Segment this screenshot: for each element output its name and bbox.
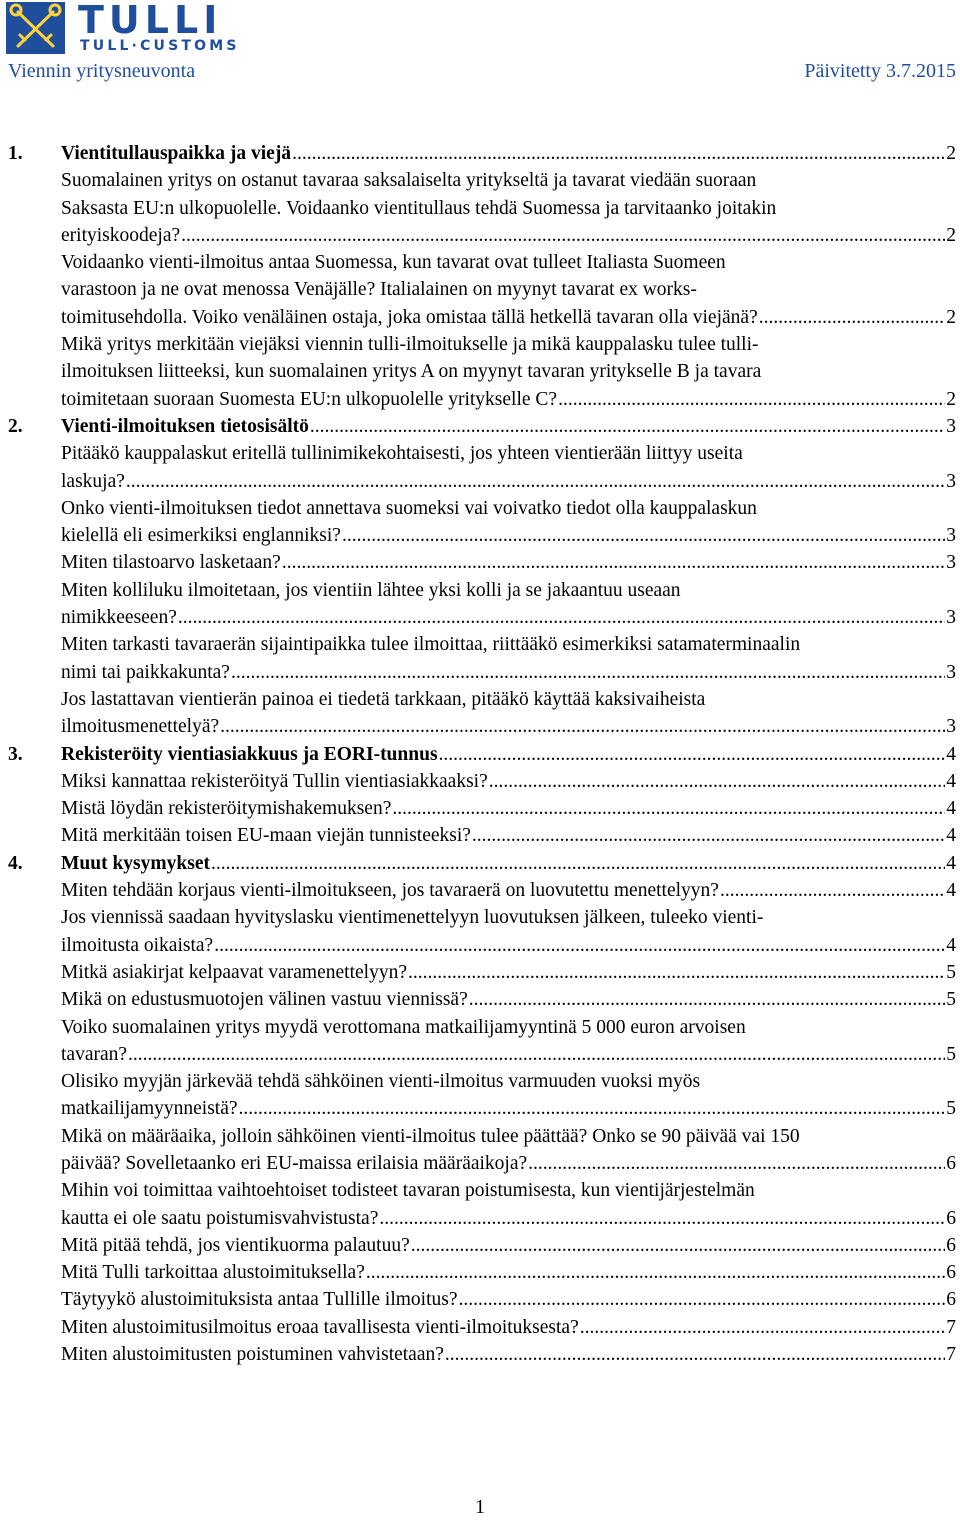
toc-leader-dots [211, 850, 945, 877]
toc-page-number: 3 [946, 470, 956, 492]
page-header [6, 2, 956, 88]
toc-page-number: 6 [946, 1262, 956, 1284]
toc-page-number: 6 [946, 1234, 956, 1256]
toc-page-number: 5 [946, 1043, 956, 1065]
toc-leader-dots [292, 140, 945, 167]
toc-leader-dots [342, 522, 945, 549]
toc-entry-text: Miten tilastoarvo lasketaan? [61, 552, 281, 574]
toc-entry-text: Miten kolliluku ilmoitetaan, jos vientiin lähtee yksi kolli ja se jakaantuu useaan [61, 579, 681, 601]
toc-leader-dots [178, 604, 945, 631]
toc-entry-text: tavaran? [61, 1043, 128, 1065]
toc-entry-text: ilmoitusmenettelyä? [61, 716, 220, 738]
toc-entry[interactable] [8, 959, 956, 986]
toc-entry-text: Miksi kannattaa rekisteröityä Tullin vientiasiakkaaksi? [61, 770, 488, 792]
toc-leader-dots [720, 877, 945, 904]
toc-entry-text: Miten alustoimitusilmoitus eroaa tavallisesta vienti-ilmoituksesta? [61, 1316, 579, 1338]
toc-leader-dots [231, 659, 945, 686]
toc-entry-text: ilmoitusta oikaista? [61, 934, 214, 956]
toc-entry[interactable] [8, 249, 956, 331]
toc-page-number: 3 [946, 607, 956, 629]
toc-entry[interactable] [8, 822, 956, 849]
toc-entry-text: laskuja? [61, 470, 125, 492]
toc-entry-text: Täytyykö alustoimituksista antaa Tullille ilmoitus? [61, 1289, 458, 1311]
toc-entry-text: Mitä Tulli tarkoittaa alustoimituksella? [61, 1262, 365, 1284]
toc-entry-text: Miten tarkasti tavaraerän sijaintipaikka tulee ilmoittaa, riittääkö esimerkiksi satamaterminaalin [61, 634, 801, 656]
toc-entry-text: kautta ei ole saatu poistumisvahvistusta? [61, 1207, 379, 1229]
toc-entry-text: Olisiko myyjän järkevää tehdä sähköinen vienti-ilmoitus varmuuden vuoksi myös [61, 1071, 701, 1093]
crossed-keys-icon [6, 2, 65, 54]
tulli-emblem [6, 2, 65, 54]
toc-entry-text: matkailijamyynneistä? [61, 1098, 238, 1120]
toc-leader-dots [282, 549, 945, 576]
toc-leader-dots [408, 959, 945, 986]
toc-page-number: 2 [946, 143, 956, 164]
toc-entry-text: Mitä merkitään toisen EU-maan viejän tunnisteeksi? [61, 825, 471, 847]
toc-page-number: 7 [946, 1316, 956, 1338]
toc-entry-text: Mihin voi toimittaa vaihtoehtoiset todisteet tavaran poistumisesta, kun vientijärjestelmän [61, 1180, 755, 1202]
toc-page-number: 3 [946, 552, 956, 574]
toc-leader-dots [445, 1341, 945, 1368]
toc-leader-dots [439, 741, 946, 768]
toc-entry-text: ilmoituksen liitteeksi, kun suomalainen yritys A on myynyt tavaran yritykselle B ja tavara [61, 361, 762, 383]
toc-entry[interactable] [8, 1341, 956, 1368]
toc-entry-text: Voiko suomalainen yritys myydä verottomana matkailijamyyntinä 5 000 euron arvoisen [61, 1016, 746, 1038]
toc-entry[interactable] [8, 795, 956, 822]
toc-entry-text: Suomalainen yritys on ostanut tavaraa saksalaiselta yritykseltä ja tavarat viedään suoraan [61, 170, 757, 192]
toc-entry-text: Vientitullauspaikka ja viejä [61, 143, 292, 164]
toc-leader-dots [126, 468, 945, 495]
toc-entry[interactable] [8, 1259, 956, 1286]
header-section-title: Viennin yritysneuvonta [8, 60, 196, 82]
toc-section-entry[interactable] [8, 850, 956, 877]
toc-section-number: 3. [8, 743, 23, 765]
logo-subtitle: TULL·CUSTOMS [80, 38, 240, 54]
toc-entry[interactable] [8, 1014, 956, 1069]
toc-entry-text: Mitä pitää tehdä, jos vientikuorma palautuu? [61, 1234, 410, 1256]
toc-leader-dots [239, 1095, 946, 1122]
toc-page-number: 6 [946, 1289, 956, 1311]
toc-leader-dots [580, 1314, 946, 1341]
toc-entry-text: päivää? Sovelletaanko eri EU-maissa erilaisia määräaikoja? [61, 1152, 528, 1174]
toc-page-number: 4 [946, 852, 956, 874]
toc-entry-text: Vienti-ilmoituksen tietosisältö [61, 415, 309, 437]
toc-entry-text: Mistä löydän rekisteröitymishakemuksen? [61, 798, 392, 820]
toc-entry-text: toimitetaan suoraan Suomesta EU:n ulkopuolelle yritykselle C? [61, 388, 558, 410]
toc-entry[interactable] [8, 686, 956, 741]
toc-page-number: 3 [946, 716, 956, 738]
toc-page-number: 3 [946, 661, 956, 683]
toc-section-entry[interactable] [8, 741, 956, 768]
toc-leader-dots [458, 1286, 945, 1313]
toc-entry-text: varastoon ja ne ovat menossa Venäjälle? Italialainen on myynyt tavarat ex works- [61, 279, 697, 301]
toc-leader-dots [472, 822, 945, 849]
toc-leader-dots [528, 1150, 945, 1177]
toc-page-number: 5 [946, 1098, 956, 1120]
toc-entry-text: Mikä on määräaika, jolloin sähköinen vienti-ilmoitus tulee päättää? Onko se 90 päivää vai 150 [61, 1125, 800, 1147]
toc-entry[interactable] [8, 1068, 956, 1123]
toc-page-number: 6 [946, 1207, 956, 1229]
toc-page-number: 4 [946, 798, 956, 820]
toc-leader-dots [489, 768, 945, 795]
toc-page-number: 4 [946, 934, 956, 956]
toc-page-number: 4 [946, 825, 956, 847]
logo-wordmark: TULLI [78, 0, 223, 42]
toc-leader-dots [411, 1232, 946, 1259]
toc-entry-text: Jos lastattavan vientierän painoa ei tiedetä tarkkaan, pitääkö käyttää kaksivaiheista [61, 688, 706, 710]
toc-entry[interactable] [8, 440, 956, 495]
toc-page-number: 5 [946, 989, 956, 1011]
toc-leader-dots [558, 386, 945, 413]
toc-leader-dots [128, 1041, 945, 1068]
toc-page-number: 2 [946, 224, 956, 246]
toc-page-number: 5 [946, 961, 956, 983]
toc-leader-dots [214, 932, 945, 959]
toc-entry-text: toimitusehdolla. Voiko venäläinen ostaja, joka omistaa tällä hetkellä tavaran olla viejänä? [61, 306, 758, 328]
toc-section-number: 2. [8, 415, 23, 437]
toc-entry-text: kielellä eli esimerkiksi englanniksi? [61, 525, 341, 547]
toc-leader-dots [392, 795, 945, 822]
toc-entry[interactable] [8, 631, 956, 686]
toc-page-number: 7 [946, 1344, 956, 1366]
toc-entry-text: Voidaanko vienti-ilmoitus antaa Suomessa, kun tavarat ovat tulleet Italiasta Suomeen [61, 252, 726, 274]
toc-entry[interactable] [8, 768, 956, 795]
toc-entry-text: nimikkeeseen? [61, 607, 177, 629]
toc-entry-text: Mikä yritys merkitään viejäksi viennin tulli-ilmoitukselle ja mikä kauppalasku tulee tulli- [61, 334, 759, 356]
toc-section-entry[interactable] [8, 413, 956, 440]
toc-entry-text: Mitkä asiakirjat kelpaavat varamenettelyyn? [61, 961, 407, 983]
toc-page-number: 4 [946, 880, 956, 902]
toc-leader-dots [181, 222, 945, 249]
toc-entry-text: erityiskoodeja? [61, 224, 181, 246]
toc-entry-text: Pitääkö kauppalaskut eritellä tullinimikekohtaisesti, jos yhteen vientierään liittyy useita [61, 443, 743, 465]
toc-page-number: 6 [946, 1152, 956, 1174]
toc-section-number: 1. [8, 143, 23, 164]
toc-entry-text: Jos viennissä saadaan hyvityslasku vientimenettelyyn luovutuksen jälkeen, tuleeko vienti- [61, 907, 764, 929]
toc-section-number: 4. [8, 852, 23, 874]
toc-leader-dots [469, 986, 946, 1013]
toc-entry[interactable] [8, 877, 956, 904]
toc-page-number: 2 [946, 306, 956, 328]
toc-entry[interactable] [8, 331, 956, 413]
toc-entry[interactable] [8, 986, 956, 1013]
toc-entry[interactable] [8, 1286, 956, 1313]
toc-entry[interactable] [8, 1123, 956, 1178]
toc-page-number: 3 [946, 415, 956, 437]
header-updated-date: Päivitetty 3.7.2015 [804, 60, 956, 82]
toc-leader-dots [220, 713, 945, 740]
toc-entry-text: Muut kysymykset [61, 852, 210, 874]
toc-page-number: 2 [946, 388, 956, 410]
toc-entry[interactable] [8, 904, 956, 959]
toc-entry[interactable] [8, 167, 956, 249]
toc-entry-text: Rekisteröity vientiasiakkuus ja EORI-tunnus [61, 743, 438, 765]
toc-leader-dots [759, 304, 946, 331]
toc-entry[interactable] [8, 495, 956, 550]
toc-entry-text: Miten tehdään korjaus vienti-ilmoitukseen, jos tavaraerä on luovutettu menettelyyn? [61, 880, 719, 902]
table-of-contents [8, 140, 956, 1368]
toc-entry[interactable] [8, 549, 956, 576]
toc-entry[interactable] [8, 1232, 956, 1259]
toc-leader-dots [379, 1205, 945, 1232]
toc-entry[interactable] [8, 1314, 956, 1341]
toc-entry[interactable] [8, 577, 956, 632]
toc-entry-text: Miten alustoimitusten poistuminen vahvistetaan? [61, 1344, 444, 1366]
toc-entry-text: Onko vienti-ilmoituksen tiedot annettava suomeksi vai voivatko tiedot olla kauppalaskun [61, 497, 757, 519]
toc-leader-dots [310, 413, 945, 440]
toc-entry-text: nimi tai paikkakunta? [61, 661, 230, 683]
toc-entry-text: Mikä on edustusmuotojen välinen vastuu viennissä? [61, 989, 468, 1011]
toc-entry-text: Saksasta EU:n ulkopuolelle. Voidaanko vientitullaus tehdä Suomessa ja tarvitaanko joitakin [61, 197, 777, 219]
page-number: 1 [475, 1496, 485, 1518]
toc-section-entry[interactable] [8, 140, 956, 167]
toc-page-number: 3 [946, 525, 956, 547]
toc-page-number: 4 [946, 743, 956, 765]
toc-page-number: 4 [946, 770, 956, 792]
toc-entry[interactable] [8, 1177, 956, 1232]
toc-leader-dots [366, 1259, 945, 1286]
